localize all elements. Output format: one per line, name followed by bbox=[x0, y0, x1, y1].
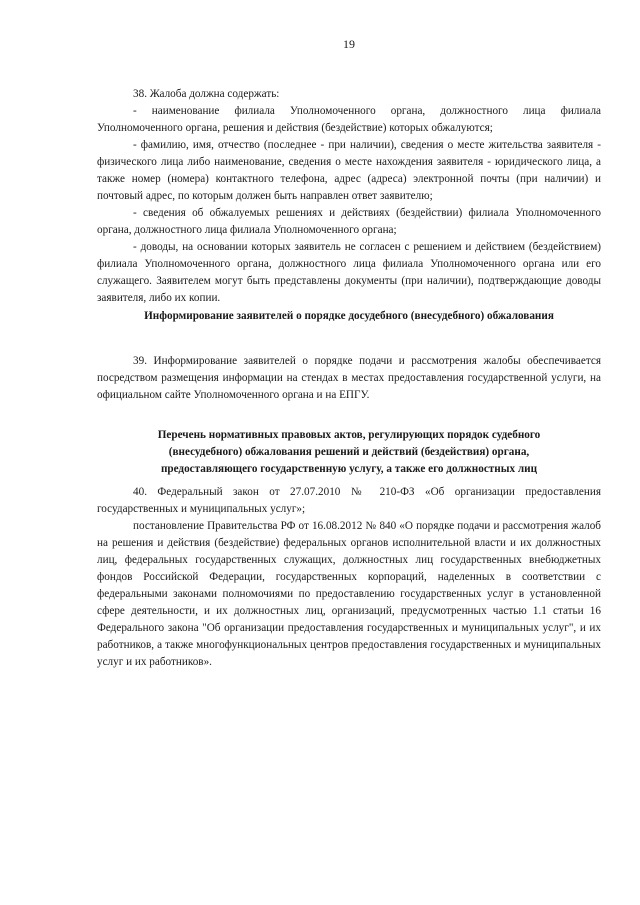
complaint-requirements bbox=[97, 86, 601, 307]
complaint-item: - наименование филиала Уполномоченного органа, должностного лица филиала Уполномоченного органа, решения и действия (бездействие) которых обжалуются; bbox=[97, 105, 601, 134]
section-legal-acts-body bbox=[97, 484, 601, 671]
complaint-item: - сведения об обжалуемых решениях и действиях (бездействии) филиала Уполномоченного органа, должностного лица филиала Уполномоченного органа; bbox=[97, 207, 601, 236]
paragraph-39: 39. Информирование заявителей о порядке подачи и рассмотрения жалобы обеспечивается посредством размещения информации на стендах в местах предоставления государственной услуги, на официальном сайте Уполномоченного органа и на ЕПГУ. bbox=[97, 355, 601, 401]
section-heading: Информирование заявителей о порядке досудебного (внесудебного) обжалования bbox=[144, 310, 554, 322]
paragraph-40: 40. Федеральный закон от 27.07.2010 № 210-ФЗ «Об организации предоставления государственных и муниципальных услуг»; bbox=[97, 486, 601, 515]
section-heading: Перечень нормативных правовых актов, регулирующих порядок судебного (внесудебного) обжалования решений и действий (бездействия) органа, предоставляющего государственную услугу, а также его должностных лиц bbox=[157, 429, 541, 475]
complaint-item: - фамилию, имя, отчество (последнее - при наличии), сведения о месте жительства заявителя - физического лица либо наименование, сведения о месте нахождения заявителя - юридического лица, а также номер (номера) контактного телефона, адрес (адреса) электронной почты (при наличии) и почтовый адрес, по которым должен быть направлен ответ заявителю; bbox=[97, 139, 601, 202]
complaint-intro: 38. Жалоба должна содержать: bbox=[133, 88, 280, 100]
page-number: 19 bbox=[343, 37, 355, 51]
section-informing-body bbox=[97, 353, 601, 404]
section-informing-heading-block bbox=[97, 308, 601, 325]
complaint-item: - доводы, на основании которых заявитель не согласен с решением и действием (бездействием) филиала Уполномоченного органа, должностного лица филиала Уполномоченного органа или его служащего. Заявителем могут быть представлены документы (при наличии), подтверждающие доводы заявителя, либо их копии. bbox=[97, 241, 601, 304]
paragraph-40-resolution: постановление Правительства РФ от 16.08.2012 № 840 «О порядке подачи и рассмотрения жалоб на решения и действия (бездействие) федеральных органов исполнительной власти и их должностных лиц, федеральных государственных служащих, должностных лиц государственных внебюджетных фондов Российской Федерации, государственных корпораций, наделенных в соответствии с федеральными законами полномочиями по предоставлению государственных услуг в установленной сфере деятельности, и их должностных лиц, организаций, предусмотренных частью 1.1 статьи 16 Федерального закона "Об организации предоставления государственных и муниципальных услуг", и их работников, а также многофункциональных центров предоставления государственных и муниципальных услуг и их работников». bbox=[97, 520, 601, 668]
section-legal-acts-heading-block bbox=[97, 427, 601, 478]
